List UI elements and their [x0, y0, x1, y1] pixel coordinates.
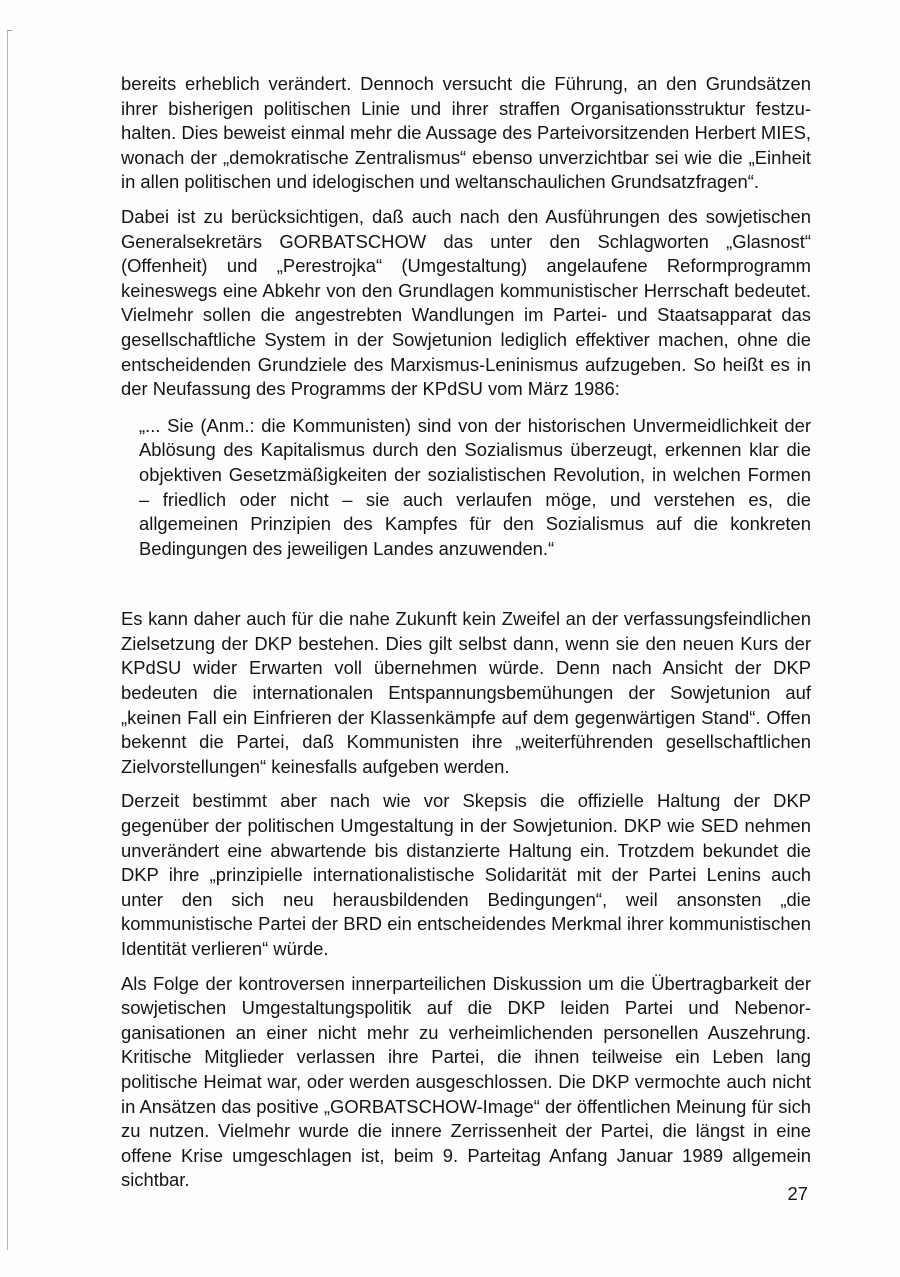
scan-edge-line: [7, 30, 8, 1250]
paragraph-3: Es kann daher auch für die nahe Zukunft kein Zweifel an der verfassungsfeindlichen Zielsetzung der DKP bestehen. Dies gilt selbst dann, wenn sie den neuen Kurs der KPdSU wider Erwarten voll übernehmen würde. Denn nach Ansicht der DKP bedeuten die internationalen Entspannungsbemühungen der Sowjetunion auf „keinen Fall ein Einfrieren der Klassenkämpfe auf dem gegenwärtigen Stand“. Offen bekennt die Partei, daß Kommunisten ihre „weiterführenden gesellschaftlichen Zielvorstellungen“ keinesfalls aufgeben werden.: [121, 608, 811, 777]
paragraph-5: Als Folge der kontroversen innerparteilichen Diskussion um die Übertragbarkeit der sowjetischen Umgestaltungspolitik auf die DKP leiden Partei und Nebenorganisationen an einer nicht mehr zu verheimlichenden personellen Auszehrung. Kritische Mitglieder verlassen ihre Partei, die ihnen teilweise ein Leben lang politische Heimat war, oder werden ausgeschlossen. Die DKP vermochte auch nicht in Ansätzen das positive „GORBATSCHOW-Image“ der öffentlichen Meinung für sich zu nutzen. Vielmehr wurde die innere Zerrissenheit der Partei, die längst in eine offene Krise umgeschlagen ist, beim 9. Parteitag Anfang Januar 1989 allgemein sichtbar.: [121, 972, 811, 1191]
paragraph-2: Dabei ist zu berücksichtigen, daß auch nach den Ausführungen des sowjetischen Generalsekretärs GORBATSCHOW das unter den Schlagworten „Glasnost“ (Offenheit) und „Perestrojka“ (Umgestaltung) angelaufene Reformprogramm keineswegs eine Abkehr von den Grundlagen kommunistischer Herrschaft bedeutet. Vielmehr sollen die angestrebten Wandlungen im Partei- und Staatsapparat das gesellschaftliche System in der Sowjetunion lediglich effektiver machen, ohne die entscheidenden Grundziele des Marxismus-Leninismus aufzugeben. So heißt es in der Neufassung des Programms der KPdSU vom März 1986:: [121, 205, 811, 400]
scan-edge-tick: [7, 30, 12, 31]
paragraph-1: bereits erheblich verändert. Dennoch versucht die Führung, an den Grundsätzen ihrer bisherigen politischen Linie und ihrer straffen Organisationsstruktur festzuhalten. Dies beweist einmal mehr die Aussage des Parteivorsitzenden Herbert MIES, wonach der „demokratische Zentralismus“ ebenso unverzichtbar sei wie die „Einheit in allen politischen und idelogischen und weltanschaulichen Grundsatzfragen“.: [121, 73, 811, 193]
paragraph-4: Derzeit bestimmt aber nach wie vor Skepsis die offizielle Haltung der DKP gegenüber der politischen Umgestaltung in der Sowjetunion. DKP wie SED nehmen unverändert eine abwartende bis distanzierte Haltung ein. Trotzdem bekundet die DKP ihre „prinzipielle internationalistische Solidarität mit der Partei Lenins auch unter den sich neu herausbildenden Bedingungen“, weil ansonsten „die kommunistische Partei der BRD ein entscheidendes Merkmal ihrer kommunistischen Identität verlieren“ würde.: [121, 790, 811, 959]
quote-paragraph: „... Sie (Anm.: die Kommunisten) sind von der historischen Unvermeidlichkeit der Ablösung des Kapitalismus durch den Sozialismus überzeugt, erkennen klar die objektiven Gesetzmäßigkeiten der sozialistischen Revolution, in welchen Formen – friedlich oder nicht – sie auch verlaufen möge, und verstehen es, die allgemeinen Prinzipien des Kampfes für den Sozialismus auf die konkreten Bedingungen des jeweiligen Landes anzuwenden.“: [139, 414, 811, 559]
body-text: [121, 72, 811, 1203]
page-number: 27: [787, 1183, 808, 1204]
